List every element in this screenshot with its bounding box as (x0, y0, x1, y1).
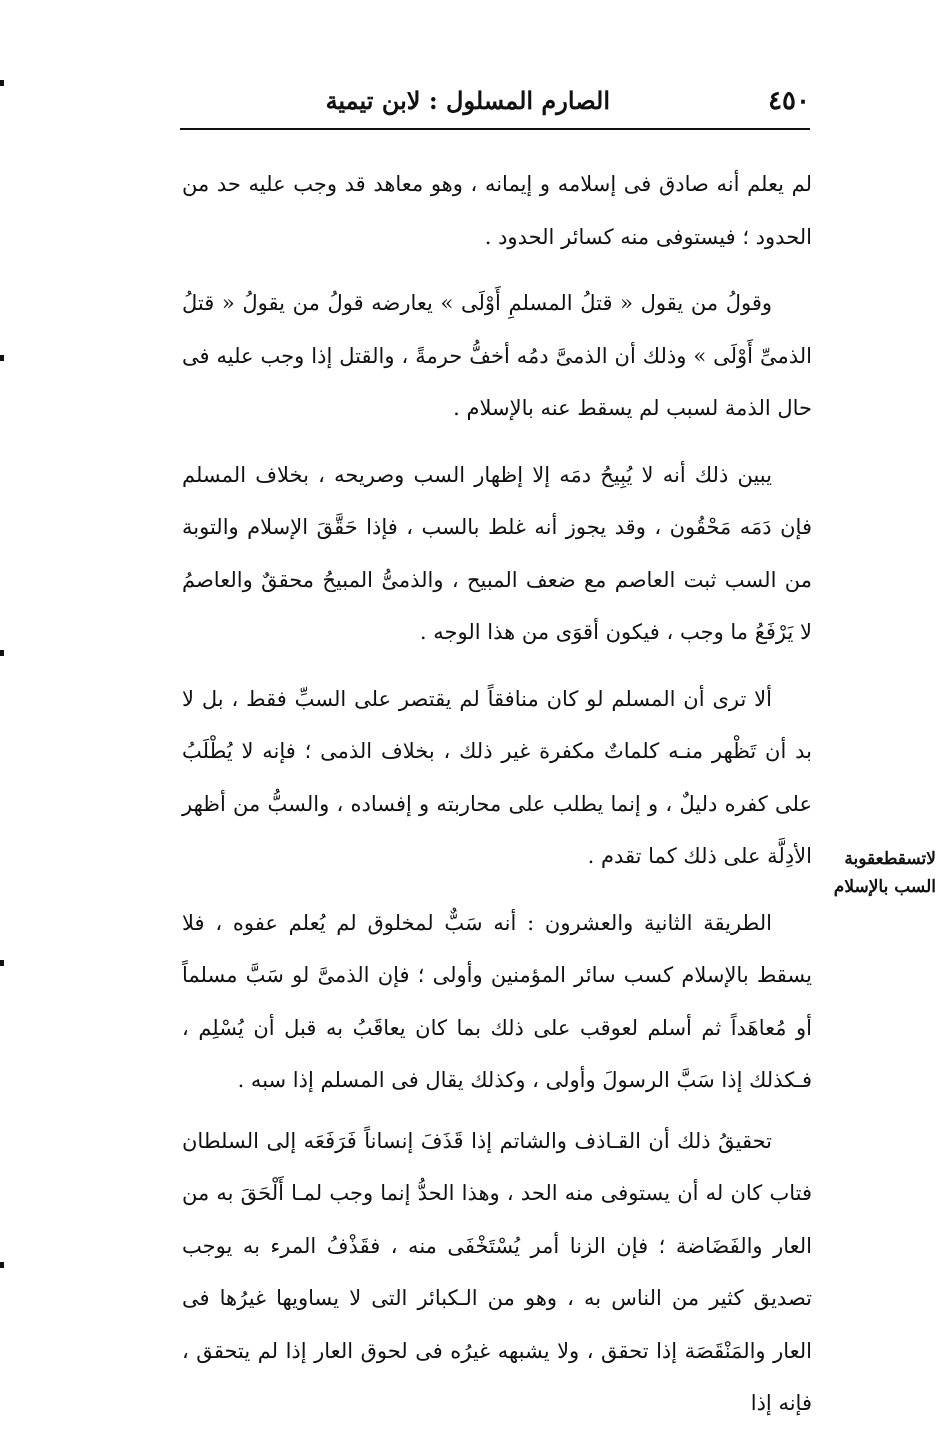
scan-edge-mark (0, 355, 4, 361)
scan-edge-mark (0, 80, 4, 86)
scan-edge-mark (0, 650, 4, 656)
paragraph: ألا ترى أن المسلم لو كان منافقاً لم يقتصر على السبِّ فقط ، بل لا بد أن تَظْهر منـه كلماتٌ مكفرة غير ذلك ، بخلاف الذمى ؛ فإنه لا يُطْلَبُ على كفره دليلٌ ، و إنما يطلب على محاربته و إفساده ، والسبُّ من أظهر الأدِلَّة على ذلك كما تقدم . (182, 686, 812, 868)
paragraph: يبين ذلك أنه لا يُبِيحُ دمَه إلا إظهار السب وصريحه ، بخلاف المسلم فإن دَمَه مَحْقُون ، وقد يجوز أنه غلط بالسب ، فإذا حَقَّقَ الإسلام والتوبة من السب ثبت العاصم مع ضعف المبيح ، والذمىُّ المبيحُ محققٌ والعاصمُ لا يَرْفَعُ ما وجب ، فيكون أقوَى من هذا الوجه . (182, 462, 812, 644)
scan-edge-mark (0, 960, 4, 966)
scan-edge-mark (0, 1262, 4, 1268)
margin-note: لاتسقطعقوبة السب بالإسلام (833, 849, 936, 897)
body-text (182, 158, 812, 1430)
running-title: الصارم المسلول : لابن تيمية (325, 86, 610, 115)
paragraph: وقولُ من يقول « قتلُ المسلمِ أَوْلَى » يعارضه قولُ من يقولُ « قتلُ الذمىِّ أَوْلَى » وذلك أن الذمىَّ دمُه أخفُّ حرمةً ، والقتل إذا وجب عليه فى حال الذمة لسبب لم يسقط عنه بالإسلام . (182, 291, 812, 420)
header-rule (180, 128, 810, 130)
paragraph: تحقيقُ ذلك أن القـاذف والشاتم إذا قَذَفَ إنساناً فَرَفَعَه إلى السلطان فتاب كان له أن يستوفى منه الحد ، وهذا الحدُّ إنما وجب لمـا أَلْحَقَ به من العار والفَضَاضة ؛ فإن الزنا أمر يُسْتَخْفَى منه ، فقَذْفُ المرء به يوجب تصديق كثير من الناس به ، وهو من الـكبائر التى لا يساويها غيرُها فى العار والمَنْقَصَة إذا تحقق ، ولا يشبهه غيرُه فى لحوق العار إذا لم يتحقق ، فإنه إذا (182, 1128, 812, 1415)
page-header (180, 84, 810, 124)
paragraph: لم يعلم أنه صادق فى إسلامه و إيمانه ، وهو معاهد قد وجب عليه حد من الحدود ؛ فيستوفى منه كسائر الحدود . (182, 172, 812, 249)
paragraph: الطريقة الثانية والعشرون : أنه سَبٌّ لمخلوق لم يُعلم عفوه ، فلا يسقط بالإسلام كسب سائر المؤمنين وأولى ؛ فإن الذمىَّ لو سَبَّ مسلماً أو مُعاهَداً ثم أسلم لعوقب على ذلك بما كان يعاقَبُ به قبل أن يُسْلِم ، فـكذلك إذا سَبَّ الرسولَ وأولى ، وكذلك يقال فى المسلم إذا سبه . (182, 910, 812, 1092)
page-number: ٤٥٠ (768, 86, 810, 116)
